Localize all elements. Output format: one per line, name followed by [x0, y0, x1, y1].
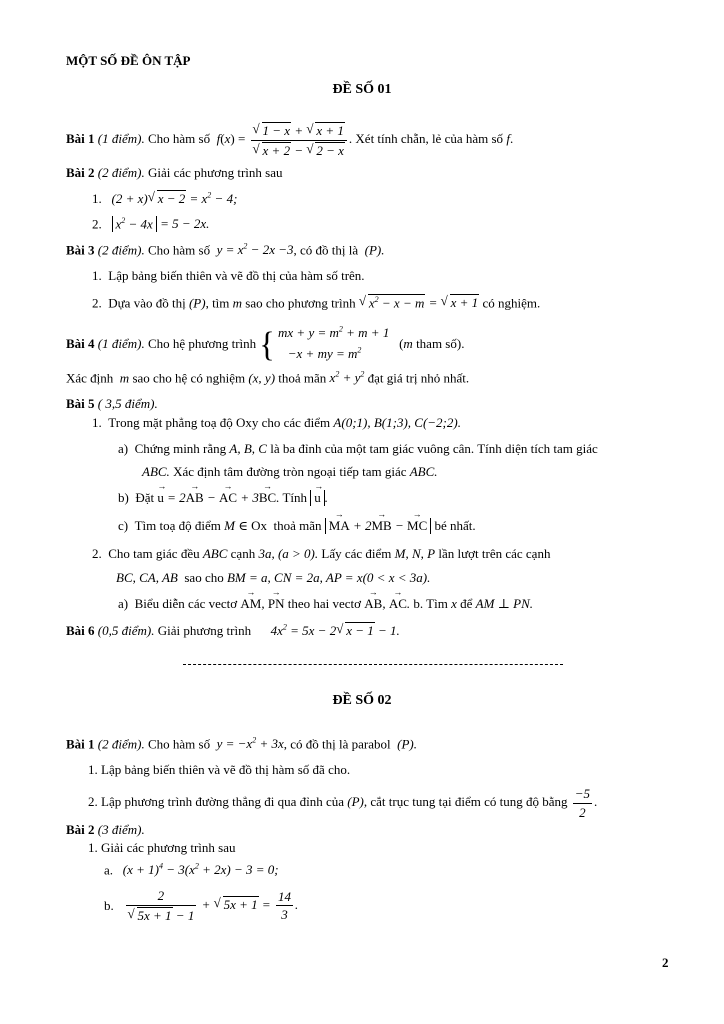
de1-bai2-eq2: 2. $x^2 - 4x = 5 - 2x$. [92, 216, 210, 232]
de1-bai5-heading: Bài 5 ( 3,5 điểm). [66, 396, 158, 411]
de2-bai2-heading: Bài 2 (3 điểm). [66, 822, 145, 837]
de2-bai1-item1: 1. Lập bảng biến thiên và vẽ đồ thị hàm số đã cho. [88, 762, 351, 777]
de1-bai5-item2-line2: BC, CA, AB sao cho BM = a, CN = 2a, AP = x(0 < x < 3a). [116, 570, 431, 585]
exam-title-01: ĐỀ SỐ 01 [332, 82, 392, 97]
de1-bai6: Bài 6 (0,5 điểm). Giải phương trình $4x^2 = 5x - 2√$ x − 1 − 1. [66, 622, 400, 639]
section-separator [183, 664, 563, 665]
de1-bai5-1a-line2: ABC. Xác định tâm đường tròn ngoại tiếp tam giác ABC. [142, 464, 438, 479]
de1-bai2-heading: Bài 2 (2 điểm). Giải các phương trình sau [66, 165, 283, 180]
de1-bai4: Bài 4 (1 điểm). Cho hệ phương trình { mx + $y = m^2 + m + 1$ −x + my = $m^2$ (m tham số). [66, 323, 465, 364]
de1-bai5-2a: a) Biểu diễn các vectơ → AM, → PN theo hai vectơ → AB, → AC. b. Tìm x để AM ⊥ PN. [118, 596, 533, 612]
document-header: MỘT SỐ ĐỀ ÔN TẬP [66, 53, 191, 68]
exam-title-02: ĐỀ SỐ 02 [332, 693, 392, 708]
de1-bai3-item1: 1. Lập bảng biến thiên và vẽ đồ thị của hàm số trên. [92, 268, 365, 283]
de1-bai5-item1: 1. Trong mặt phẳng toạ độ Oxy cho các điểm A(0;1), B(1;3), C(−2;2). [92, 415, 461, 430]
page-number: 2 [662, 955, 669, 970]
de1-bai5-1c: c) Tìm toạ độ điểm M ∈ Ox thoả mãn → MA + 2→ MB − → MC bé nhất. [118, 518, 476, 534]
de2-bai2-eq-a: a. $(x + 1)^4 - 3(x^2 + 2x) - 3 = 0$; [104, 862, 279, 878]
de1-bai5-1a-line1: a) Chứng minh rằng A, B, C là ba đỉnh của một tam giác vuông cân. Tính diện tích tam giác [118, 441, 598, 456]
de1-bai3-heading: Bài 3 (2 điểm). Cho hàm số $y = x^2 - 2x -3$, có đồ thị là (P). [66, 242, 385, 258]
de2-bai2-item1: 1. Giải các phương trình sau [88, 840, 236, 855]
de2-bai1-item2: 2. Lập phương trình đường thẳng đi qua đỉnh của (P), cắt trục tung tại điểm có tung độ bằng $\frac{-5}{2}$ . [88, 786, 598, 820]
de1-bai1: Bài 1 (1 điểm). Cho hàm số f(x) = √ 1 − x + √ x + 1 √ x + 2 − √ 2 − x . Xét tính chẵn, lẻ của hàm số f. [66, 122, 513, 158]
de2-bai1-heading: Bài 1 (2 điểm). Cho hàm số $y = -x^2 + 3x$, có đồ thị là parabol (P). [66, 736, 417, 752]
de1-bai2-eq1: 1. (2 + x)√ $x - 2 = x^2 - 4$; [92, 190, 237, 207]
de1-bai4-line2: Xác định m sao cho hệ có nghiệm (x, y) thoả mãn $x^2 + y^2$ đạt giá trị nhỏ nhất. [66, 370, 470, 386]
de1-bai5-item2-line1: 2. Cho tam giác đều ABC cạnh 3a, (a > 0). Lấy các điểm M, N, P lần lượt trên các cạnh [92, 546, 551, 561]
de1-bai3-item2: 2. Dựa vào đồ thị (P), tìm m sao cho phương trình √ $x^2 - x - m$ = √ x + 1 có nghiệm. [92, 294, 540, 311]
de1-bai5-1b: b) Đặt → u = 2→ AB − → AC + 3→ BC. Tính → u . [118, 490, 328, 506]
de2-bai2-eq-b: b. 2 √ 5x + 1 − 1 + √ 5x + 1 = $\frac{14}{3}$ . [104, 888, 298, 923]
